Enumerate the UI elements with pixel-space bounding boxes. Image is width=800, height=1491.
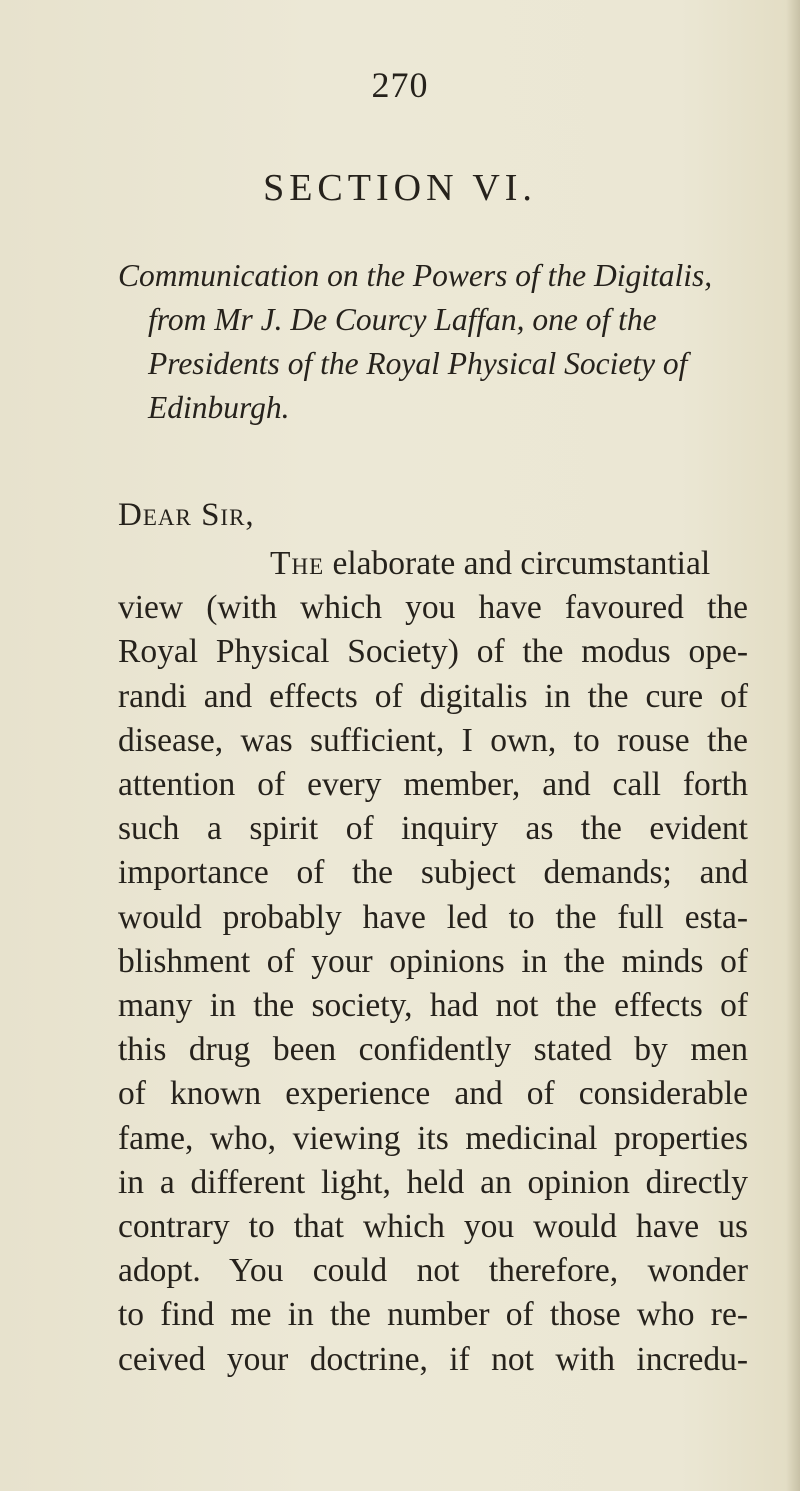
subtitle-line: Communication on the Powers of the Digitalis,	[118, 258, 713, 293]
body-line: to find me in the number of those who re-	[118, 1296, 748, 1334]
body-line: of known experience and of considerable	[118, 1075, 748, 1113]
salutation-text: Dear Sir,	[118, 497, 255, 533]
body-line: view (with which you have favoured the	[118, 589, 748, 627]
body-line: attention of every member, and call forth	[118, 766, 748, 804]
subtitle-line: Edinburgh.	[148, 390, 290, 425]
body-line: would probably have led to the full esta-	[118, 898, 748, 936]
body-line: ceived your doctrine, if not with incredu-	[118, 1340, 748, 1378]
body-line: Royal Physical Society) of the modus ope-	[118, 633, 748, 671]
page-number: 270	[371, 65, 429, 105]
body-line: this drug been confidently stated by men	[118, 1031, 748, 1069]
body-line: many in the society, had not the effects of	[118, 987, 748, 1025]
body-line: fame, who, viewing its medicinal properties	[118, 1119, 748, 1157]
page-edge-shadow	[786, 0, 800, 1491]
body-line	[118, 542, 748, 586]
body-line: adopt. You could not therefore, wonder	[118, 1252, 748, 1290]
body-line: contrary to that which you would have us	[118, 1208, 748, 1246]
letter-body	[118, 542, 748, 1382]
body-line-text: elaborate and circumstantial	[324, 545, 711, 582]
body-line: such a spirit of inquiry as the evident	[118, 810, 748, 848]
opening-word: The	[270, 545, 325, 582]
subtitle-line: from Mr J. De Courcy Laffan, one of the	[148, 302, 657, 337]
section-heading: SECTION VI.	[263, 167, 537, 209]
subtitle-line: Presidents of the Royal Physical Society of	[148, 346, 688, 381]
section-subtitle	[118, 254, 738, 430]
body-line: importance of the subject demands; and	[118, 854, 748, 892]
salutation	[118, 497, 255, 534]
body-line: randi and effects of digitalis in the cure of	[118, 677, 748, 715]
body-line: blishment of your opinions in the minds of	[118, 942, 748, 980]
body-line: disease, was sufficient, I own, to rouse the	[118, 721, 748, 759]
body-line: in a different light, held an opinion directly	[118, 1163, 748, 1201]
